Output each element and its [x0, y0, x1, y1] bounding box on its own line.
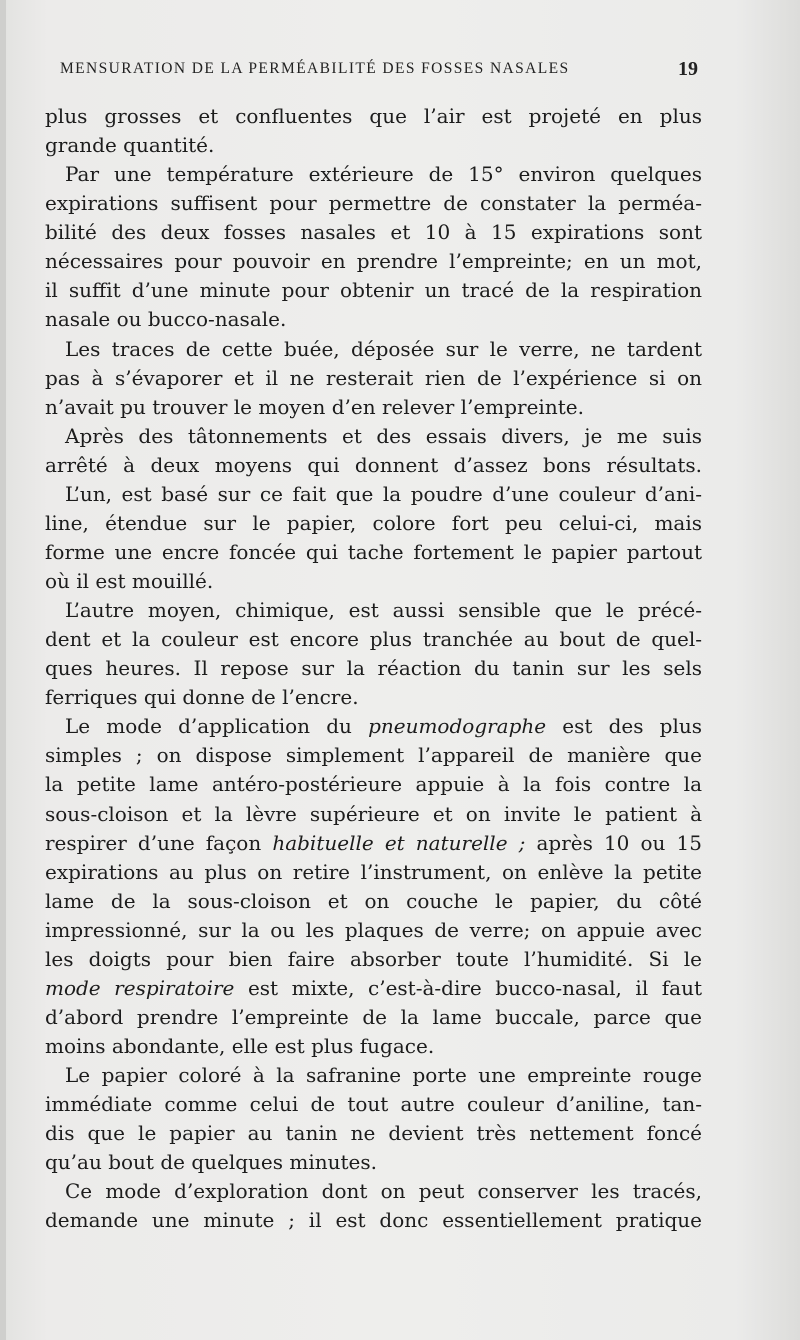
text-line — [45, 160, 702, 189]
text-segment: n’avait pu trouver le moyen d’en relever l’empreinte. — [45, 394, 584, 419]
text-segment: grande quantité. — [45, 133, 215, 158]
text-segment: qu’au bout de quelques minutes. — [45, 1150, 377, 1175]
text-segment: Le mode d’application du — [65, 714, 369, 739]
text-line — [45, 829, 702, 858]
text-line — [45, 276, 702, 305]
text-line — [45, 1032, 702, 1061]
text-segment: après 10 ou 15 — [525, 830, 702, 855]
text-line — [45, 683, 702, 712]
text-line — [45, 567, 702, 596]
text-segment: L’un, est basé sur ce fait que la poudre d’une couleur d’ani- — [65, 481, 702, 506]
text-segment: forme une encre foncée qui tache fortement le papier partout — [45, 539, 702, 564]
text-segment: bilité des deux fosses nasales et 10 à 15 expirations sont — [45, 220, 702, 245]
text-line — [45, 538, 702, 567]
text-line — [45, 887, 702, 916]
text-segment: demande une minute ; il est donc essentiellement pratique — [45, 1208, 702, 1233]
text-segment: ques heures. Il repose sur la réaction du tanin sur les sels — [45, 656, 702, 681]
text-line — [45, 451, 702, 480]
text-segment: il suffit d’une minute pour obtenir un tracé de la respiration — [45, 278, 702, 303]
body-text — [45, 102, 702, 1235]
text-line — [45, 596, 702, 625]
text-line — [45, 974, 702, 1003]
text-line — [45, 247, 702, 276]
text-segment: est des plus — [546, 714, 702, 739]
text-line — [45, 1206, 702, 1235]
text-segment: où il est mouillé. — [45, 569, 214, 593]
text-segment: L’autre moyen, chimique, est aussi sensible que le précé- — [65, 598, 702, 623]
text-line — [45, 916, 702, 945]
text-line — [45, 480, 702, 509]
italic-term: pneumodographe — [368, 714, 547, 739]
text-segment: les doigts pour bien faire absorber toute l’humidité. Si le — [45, 946, 702, 971]
text-segment: expirations suffisent pour permettre de constater la perméa- — [45, 191, 702, 216]
text-segment: dent et la couleur est encore plus tranchée au bout de quel- — [45, 627, 702, 652]
italic-term: mode respiratoire — [45, 975, 235, 1000]
text-segment: d’abord prendre l’empreinte de la lame buccale, parce que — [45, 1004, 702, 1029]
text-segment: simples ; on dispose simplement l’appareil de manière que — [45, 743, 702, 768]
text-line — [45, 189, 702, 218]
text-segment: est mixte, c’est-à-dire bucco-nasal, il faut — [234, 975, 703, 1000]
text-line — [45, 858, 702, 887]
page-number: 19 — [678, 58, 698, 80]
text-segment: lame de la sous-cloison et on couche le papier, du côté — [45, 888, 702, 913]
text-line — [45, 1177, 702, 1206]
text-line — [45, 393, 702, 422]
text-segment: Le papier coloré à la safranine porte une empreinte rouge — [65, 1063, 702, 1088]
running-head — [60, 58, 700, 84]
text-line — [45, 364, 702, 393]
text-line — [45, 305, 702, 334]
text-segment: la petite lame antéro-postérieure appuie à la fois contre la — [45, 772, 702, 797]
text-segment: immédiate comme celui de tout autre couleur d’aniline, tan- — [45, 1092, 702, 1117]
text-line — [45, 218, 702, 247]
page-edge — [0, 0, 6, 1340]
text-line — [45, 102, 702, 131]
text-line — [45, 335, 702, 364]
text-segment: plus grosses et confluentes que l’air est projeté en plus — [45, 104, 702, 128]
text-line — [45, 712, 702, 741]
text-segment: line, étendue sur le papier, colore fort peu celui-ci, mais — [45, 510, 702, 535]
text-segment: pas à s’évaporer et il ne resterait rien de l’expérience si on — [45, 365, 702, 390]
text-line — [45, 770, 702, 799]
text-line — [45, 945, 702, 974]
text-segment: nécessaires pour pouvoir en prendre l’empreinte; en un mot, — [45, 249, 702, 274]
text-line — [45, 1090, 702, 1119]
text-segment: Ce mode d’exploration dont on peut conserver les tracés, — [65, 1179, 702, 1204]
text-segment: expirations au plus on retire l’instrument, on enlève la petite — [45, 859, 702, 884]
text-line — [45, 1003, 702, 1032]
text-line — [45, 1119, 702, 1148]
text-segment: Les traces de cette buée, déposée sur le verre, ne tardent — [65, 336, 702, 361]
text-line — [45, 509, 702, 538]
text-line — [45, 1061, 702, 1090]
text-line — [45, 654, 702, 683]
text-segment: ferriques qui donne de l’encre. — [45, 685, 359, 710]
text-line — [45, 131, 702, 160]
text-line — [45, 800, 702, 829]
text-line — [45, 422, 702, 451]
text-segment: sous-cloison et la lèvre supérieure et on invite le patient à — [45, 801, 702, 826]
text-segment: arrêté à deux moyens qui donnent d’assez bons résultats. — [45, 452, 702, 477]
italic-term: habituelle et naturelle ; — [272, 830, 526, 855]
text-line — [45, 741, 702, 770]
text-segment: Par une température extérieure de 15° environ quelques — [65, 162, 702, 187]
text-line — [45, 1148, 702, 1177]
text-line — [45, 625, 702, 654]
text-segment: respirer d’une façon — [45, 830, 273, 855]
text-segment: impressionné, sur la ou les plaques de verre; on appuie avec — [45, 917, 702, 942]
text-segment: nasale ou bucco-nasale. — [45, 307, 287, 332]
running-title: MENSURATION DE LA PERMÉABILITÉ DES FOSSES NASALES — [60, 60, 570, 77]
text-segment: dis que le papier au tanin ne devient très nettement foncé — [45, 1121, 702, 1146]
text-segment: Après des tâtonnements et des essais divers, je me suis — [65, 423, 702, 448]
text-segment: moins abondante, elle est plus fugace. — [45, 1034, 435, 1058]
